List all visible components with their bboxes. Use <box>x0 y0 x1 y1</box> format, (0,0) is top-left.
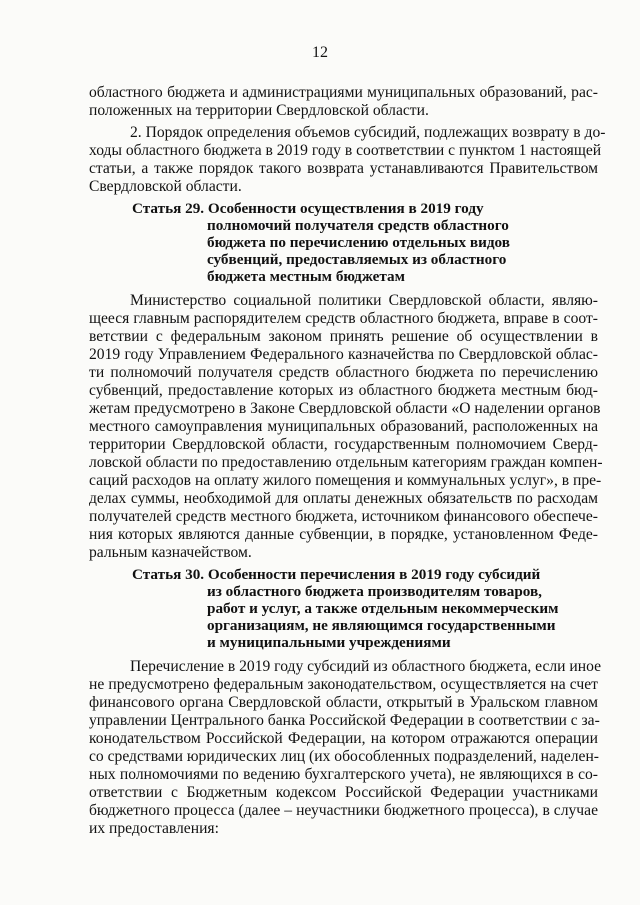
text-line: субвенций, предоставление которых из областного бюджета местным бюд- <box>89 382 598 399</box>
text-line: статьи, а также порядок такого возврата устанавливаются Правительством <box>89 160 598 177</box>
article-heading-line: из областного бюджета производителям товаров, <box>207 583 542 600</box>
text-line: бюджетного процесса (далее – неучастники бюджетного процесса), в случае <box>89 802 598 819</box>
page-number: 12 <box>312 44 328 61</box>
text-line: ных полномочиями по ведению бухгалтерского учета), не являющихся в со- <box>89 766 598 783</box>
article-heading-line: бюджета по перечислению отдельных видов <box>207 234 510 251</box>
text-line: ния которых являются данные субвенции, в порядке, установленном Феде- <box>89 526 598 543</box>
article-heading-line: Статья 29. Особенности осуществления в 2019 году <box>132 200 484 217</box>
text-line: ловской области по предоставлению отдельным категориям граждан компен- <box>89 454 603 471</box>
text-line: ответствии с Бюджетным кодексом Российской Федерации участниками <box>89 784 598 801</box>
text-line: ральным казначейством. <box>89 544 252 561</box>
text-line: областного бюджета и администрациями муниципальных образований, рас- <box>89 84 598 101</box>
text-line: щееся главным распорядителем средств областного бюджета, вправе в соот- <box>89 310 598 327</box>
text-line: финансового органа Свердловской области, открытый в Уральском главном <box>89 694 598 711</box>
text-line: не предусмотрено федеральным законодательством, осуществляется на счет <box>89 676 598 693</box>
text-line: управлении Центрального банка Российской Федерации в соответствии с за- <box>89 712 600 729</box>
text-line: ходы областного бюджета в 2019 году в соответствии с пунктом 1 настоящей <box>89 142 602 159</box>
article-heading-line: и муниципальными учреждениями <box>207 634 451 651</box>
text-line: местного самоуправления муниципальных образований, расположенных на <box>89 418 598 435</box>
article-heading-line: субвенций, предоставляемых из областного <box>207 251 507 268</box>
text-line: делах суммы, необходимой для оплаты денежных обязательств по расходам <box>89 490 598 507</box>
article-heading-line: бюджета местным бюджетам <box>207 268 405 285</box>
article-heading-line: полномочий получателя средств областного <box>207 217 509 234</box>
article-heading-line: организациям, не являющимся государственными <box>207 617 556 634</box>
text-line: положенных на территории Свердловской области. <box>89 102 429 119</box>
text-line: Министерство социальной политики Свердловской области, являю- <box>130 292 598 309</box>
text-line: ти полномочий получателя средств областного бюджета по перечислению <box>89 364 598 381</box>
text-line: саций расходов на оплату жилого помещения и коммунальных услуг», в пре- <box>89 472 602 489</box>
text-line: их предоставления: <box>89 820 219 837</box>
article-heading-line: Статья 30. Особенности перечисления в 2019 году субсидий <box>132 566 541 583</box>
text-line: получателей средств местного бюджета, источником финансового обеспече- <box>89 508 598 525</box>
text-line: жетам предусмотрено в Законе Свердловской области «О наделении органов <box>89 400 601 417</box>
text-line: ветствии с федеральным законом принять решение об осуществлении в <box>89 328 598 345</box>
text-line: 2019 году Управлением Федерального казначейства по Свердловской облас- <box>89 346 598 363</box>
text-line: территории Свердловской области, государственным полномочием Сверд- <box>89 436 598 453</box>
article-heading-line: работ и услуг, а также отдельным некоммерческим <box>207 600 559 617</box>
text-line: 2. Порядок определения объемов субсидий, подлежащих возврату в до- <box>130 124 606 141</box>
text-line: конодательством Российской Федерации, на котором отражаются операции <box>89 730 598 747</box>
text-line: Свердловской области. <box>89 178 242 195</box>
text-line: Перечисление в 2019 году субсидий из областного бюджета, если иное <box>130 658 602 675</box>
text-line: со средствами юридических лиц (их обособленных подразделений, наделен- <box>89 748 599 765</box>
